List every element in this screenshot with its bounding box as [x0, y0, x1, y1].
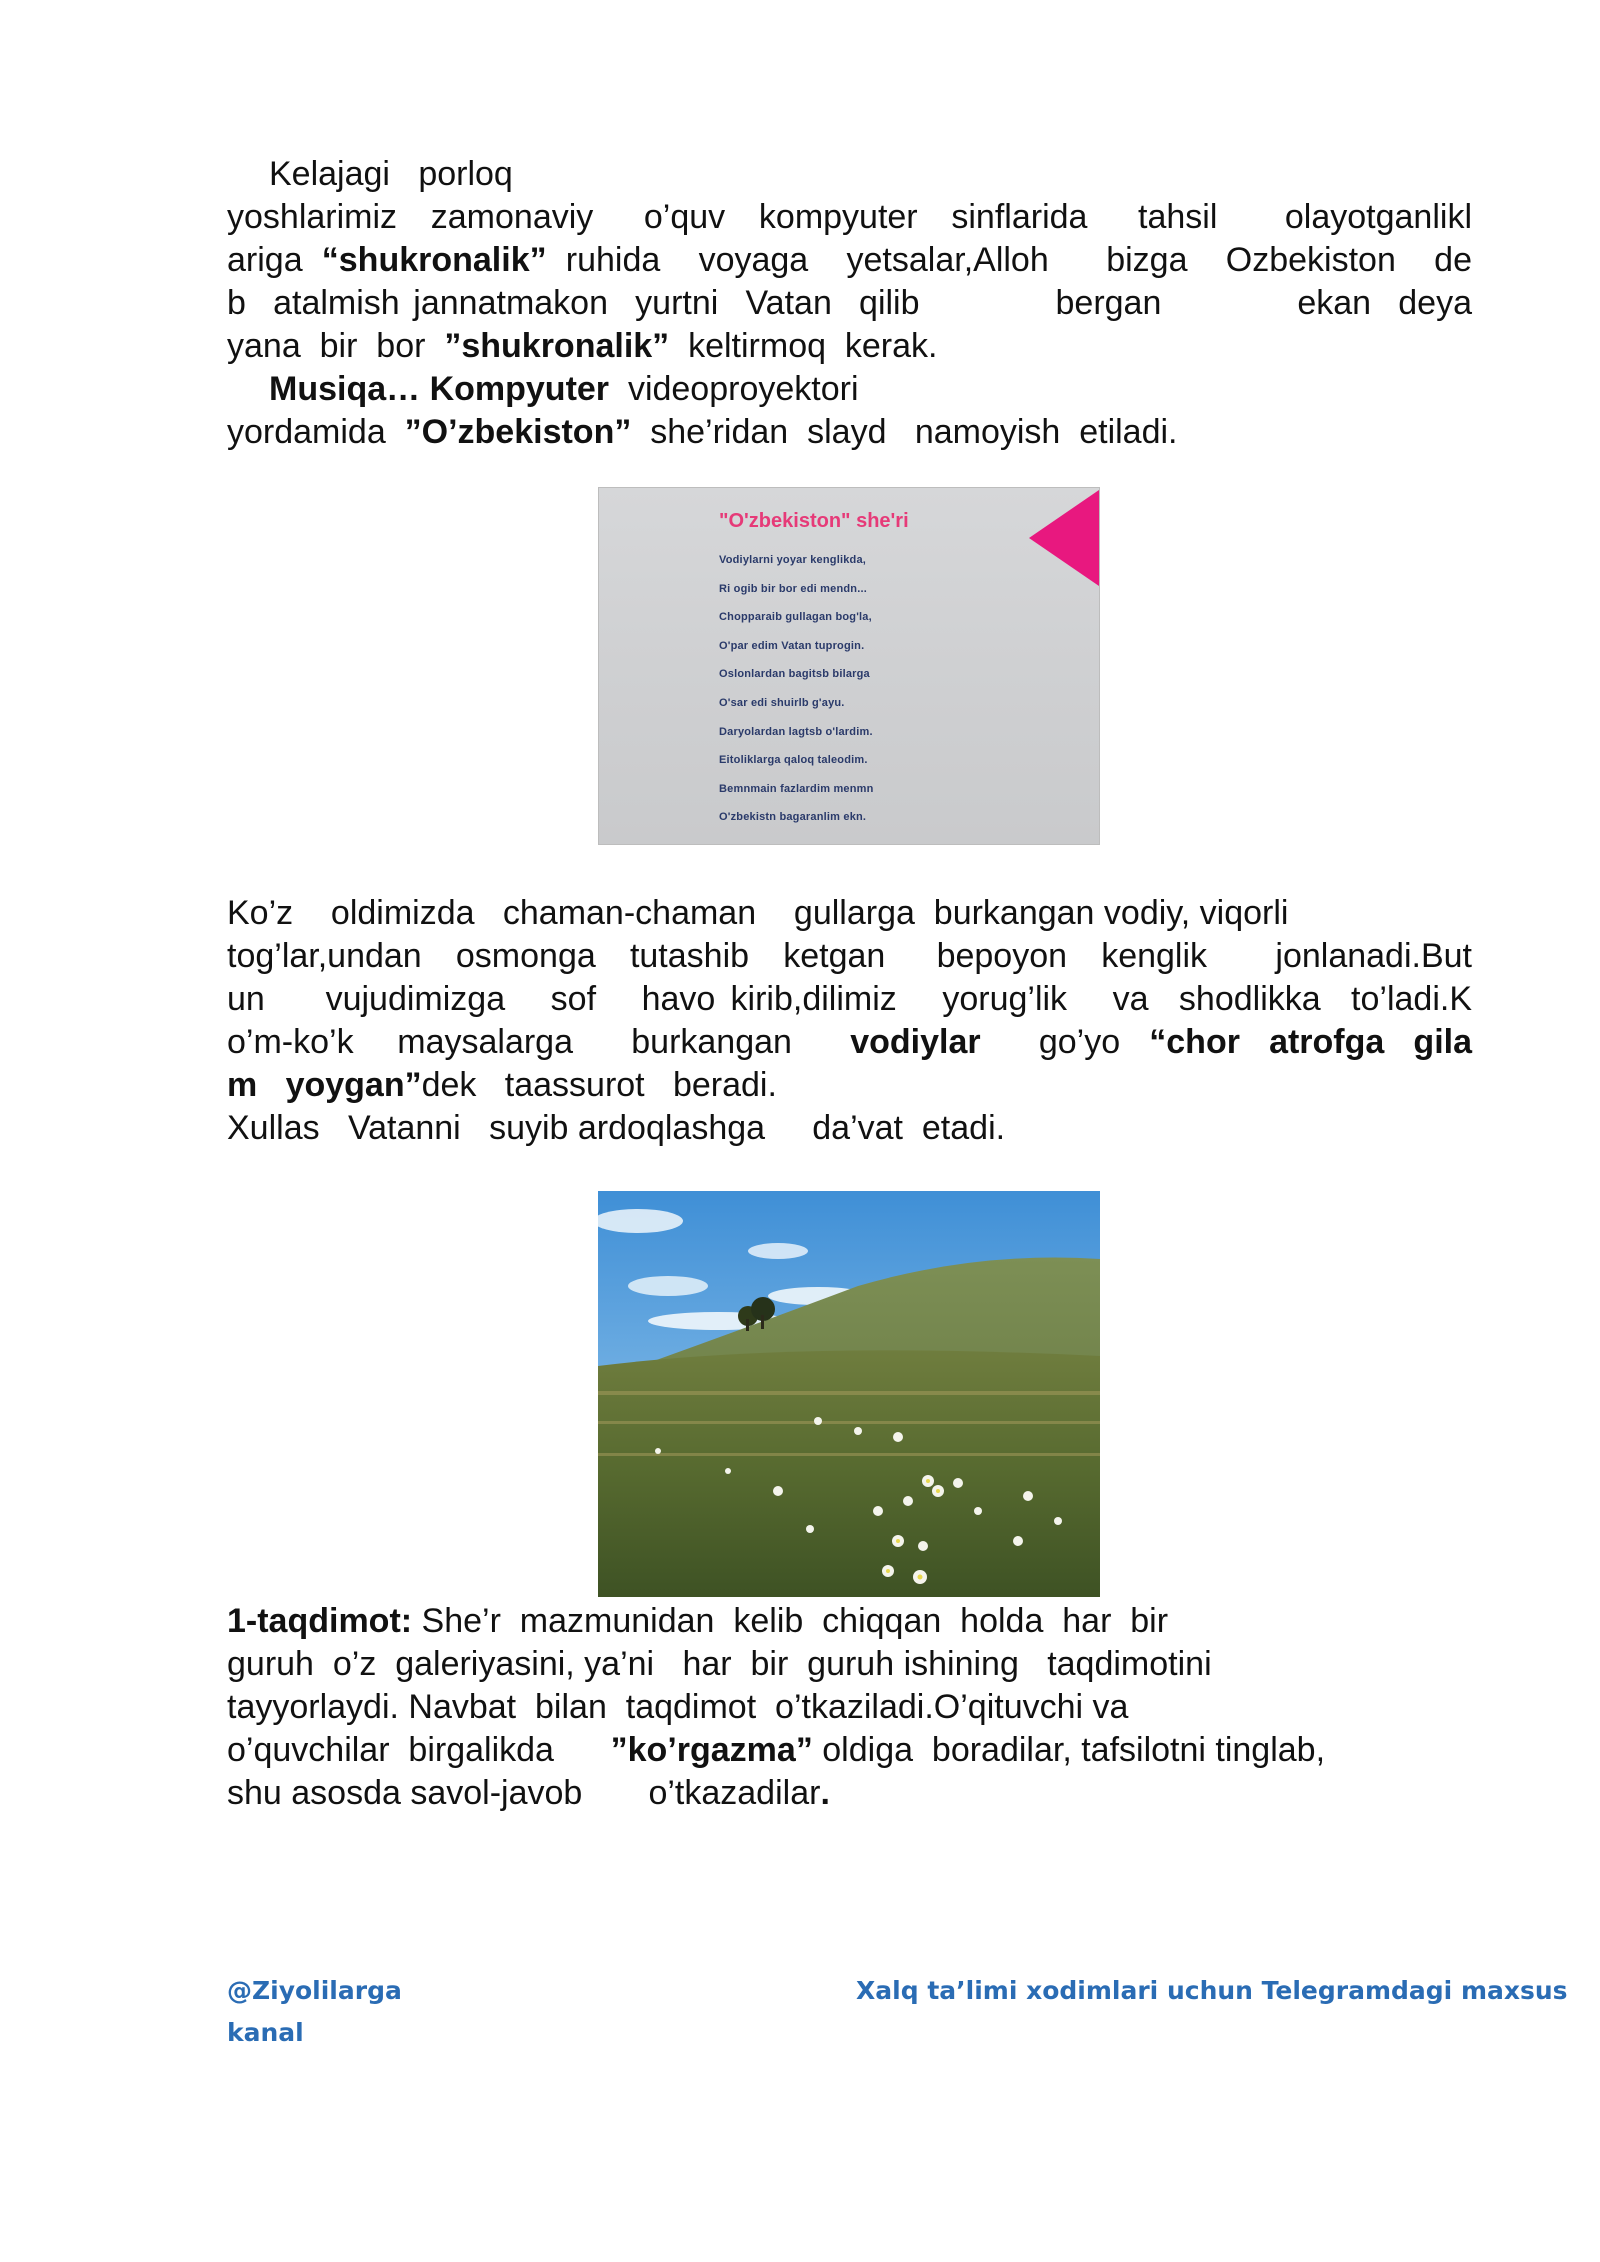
bold-phrase: Musiqa… Kompyuter	[269, 370, 610, 408]
text-run: oldiga boradilar, tafsilotni tinglab,	[812, 1731, 1326, 1769]
text-run: videoproyektori	[609, 370, 859, 408]
text-run: ruhida voyaga yetsalar,Alloh bizga Ozbekiston de	[546, 241, 1472, 279]
text-line: guruh o’z galeriyasini, ya’ni har bir guruh ishining taqdimotini	[227, 1645, 1212, 1683]
footer-handle-line: kanal	[227, 2018, 304, 2047]
text-line: Ko’z oldimizda chaman-chaman gullarga burkangan vodiy, viqorli	[227, 894, 1289, 932]
text-line: b atalmish jannatmakon yurtni Vatan qilib bergan ekan deya	[227, 284, 1472, 322]
text-line	[227, 1772, 1472, 1815]
text-line	[227, 1600, 1472, 1643]
text-run: go’yo	[980, 1023, 1150, 1061]
footer-description: Xalq ta’limi xodimlari uchun Telegramdagi maxsus	[856, 1976, 1568, 2005]
text-line	[227, 368, 1472, 411]
slide-title: "O'zbekiston" she'ri	[719, 510, 909, 532]
text-line: Kelajagi porloq	[269, 155, 513, 193]
slide-poem-line: O'zbekistn bagaranlim ekn.	[719, 811, 867, 824]
text-run: yordamida	[227, 413, 405, 451]
text-line	[227, 1064, 1472, 1107]
text-run: keltirmoq kerak.	[669, 327, 938, 365]
bold-phrase: “chor atrofga gila	[1149, 1023, 1472, 1061]
pink-triangle-icon	[1029, 490, 1099, 586]
text-line: tayyorlaydi. Navbat bilan taqdimot o’tkaziladi.O’qituvchi va	[227, 1688, 1129, 1726]
text-line: un vujudimizga sof havo kirib,dilimiz yorug’lik va shodlikka to’ladi.K	[227, 980, 1472, 1018]
text-line: tog’lar,undan osmonga tutashib ketgan bepoyon kenglik jonlanadi.But	[227, 937, 1472, 975]
text-line	[227, 239, 1472, 282]
slide-poem-line: O'sar edi shuirlb g'ayu.	[719, 696, 845, 709]
text-run: o’quvchilar birgalikda	[227, 1731, 611, 1769]
slide-poem-line: Bemnmain fazlardim menmn	[719, 782, 874, 795]
text-run: yana bir bor	[227, 327, 445, 365]
text-run: dek taassurot beradi.	[421, 1066, 777, 1104]
bold-phrase: ”ko’rgazma”	[610, 1731, 813, 1769]
slide-poem-line: Ri ogib bir bor edi mendn...	[719, 582, 867, 595]
bold-phrase: m yoygan”	[227, 1066, 422, 1104]
bold-phrase: 1-taqdimot:	[227, 1602, 413, 1640]
text-line	[227, 411, 1472, 454]
bold-phrase: ”O’zbekiston”	[404, 413, 632, 451]
slide-poem-line: O'par edim Vatan tuprogin.	[719, 639, 865, 652]
bold-phrase: .	[820, 1774, 830, 1812]
text-run: shu asosda savol-javob o’tkazadilar	[227, 1774, 821, 1812]
slide-poem-lines	[719, 546, 874, 832]
text-line	[227, 1729, 1472, 1772]
paragraph-landscape	[227, 892, 1472, 1150]
footer-handle-line[interactable]: @Ziyolilarga	[227, 1976, 402, 2005]
text-line: Xullas Vatanni suyib ardoqlashga da’vat etadi.	[227, 1109, 1006, 1147]
text-run: ariga	[227, 241, 322, 279]
text-run: She’r mazmunidan kelib chiqqan holda har bir	[412, 1602, 1169, 1640]
slide-poem-line: Oslonlardan bagitsb bilarga	[719, 668, 870, 681]
paragraph-presentation	[227, 1600, 1472, 1815]
bold-phrase: vodiylar	[850, 1023, 981, 1061]
slide-poem-line: Chopparaib gullagan bog'la,	[719, 611, 872, 624]
slide-poem-line: Vodiylarni yoyar kenglikda,	[719, 554, 867, 566]
paragraph-music	[227, 368, 1472, 454]
text-run: she’ridan slayd namoyish etiladi.	[631, 413, 1178, 451]
bold-phrase: ”shukronalik”	[444, 327, 670, 365]
text-line: yoshlarimiz zamonaviy o’quv kompyuter sinflarida tahsil olayotganlikl	[227, 198, 1472, 236]
text-line	[227, 1021, 1472, 1064]
text-run: o’m-ko’k maysalarga burkangan	[227, 1023, 851, 1061]
slide-poem-line: Eitoliklarga qaloq taleodim.	[719, 754, 868, 767]
slide-poem-line: Daryolardan lagtsb o'lardim.	[719, 725, 873, 738]
poem-slide-image	[598, 487, 1100, 845]
text-line	[227, 325, 1472, 368]
footer-channel-handle[interactable]	[227, 1970, 402, 2054]
bold-phrase: “shukronalik”	[321, 241, 547, 279]
meadow-illustration	[598, 1191, 1100, 1597]
meadow-landscape-image	[598, 1191, 1100, 1597]
paragraph-intro	[227, 153, 1472, 368]
